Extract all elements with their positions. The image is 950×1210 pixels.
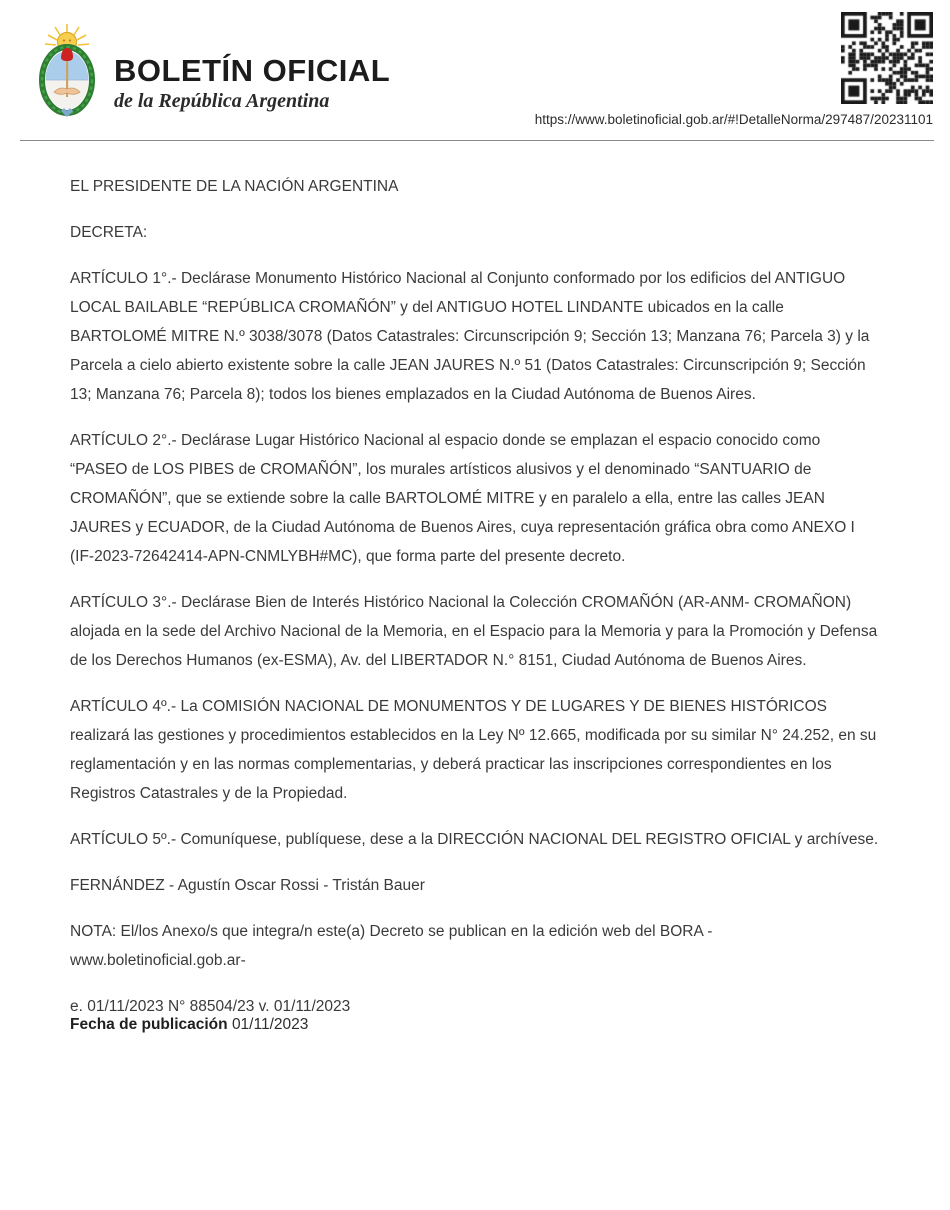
header-divider (20, 140, 934, 141)
publication-date-value: 01/11/2023 (231, 1016, 309, 1033)
qr-code-icon (841, 12, 933, 104)
decree-edition-line: e. 01/11/2023 N° 88504/23 v. 01/11/2023 (70, 998, 351, 1015)
decree-heading: EL PRESIDENTE DE LA NACIÓN ARGENTINA (70, 178, 399, 195)
decree-signatures: FERNÁNDEZ - Agustín Oscar Rossi - Tristán Bauer (70, 877, 425, 894)
decree-articulo-2: ARTÍCULO 2°.- Declárase Lugar Histórico Nacional al espacio donde se emplazan el espacio conocido como “PASEO de LOS PIBES de CROMAÑÓN”, los murales artísticos alusivos y el denominado “SANTUARIO de CROMAÑÓN”, que se extiende sobre la calle BARTOLOMÉ MITRE y en paralelo a ella, entre las calles JEAN JAURES y ECUADOR, de la Ciudad Autónoma de Buenos Aires, cuya representación gráfica obra como ANEXO I (IF-2023-72642414-APN-CNMLYBH#MC), que forma parte del presente decreto. (70, 432, 855, 565)
publication-date-label: Fecha de publicación (70, 1016, 232, 1033)
argentina-coat-of-arms-icon (30, 22, 104, 120)
brand-title: BOLETÍN OFICIAL (114, 53, 391, 89)
brand-subtitle: de la República Argentina (114, 89, 330, 112)
decree-decreta: DECRETA: (70, 224, 148, 241)
decree-articulo-3: ARTÍCULO 3°.- Declárase Bien de Interés Histórico Nacional la Colección CROMAÑÓN (AR-ANM- CROMAÑON) alojada en la sede del Archivo Nacional de la Memoria, en el Espacio para la Memoria y para la Promoción y Defensa de los Derechos Humanos (ex-ESMA), Av. del LIBERTADOR N.° 8151, Ciudad Autónoma de Buenos Aires. (70, 594, 878, 669)
norma-url-link[interactable]: https://www.boletinoficial.gob.ar/#!DetalleNorma/297487/20231101 (534, 112, 933, 127)
decree-articulo-5: ARTÍCULO 5º.- Comuníquese, publíquese, dese a la DIRECCIÓN NACIONAL DEL REGISTRO OFICIAL y archívese. (70, 831, 879, 848)
publication-date-row (70, 1016, 308, 1034)
brand-text (114, 29, 390, 113)
decree-articulo-1: ARTÍCULO 1°.- Declárase Monumento Histórico Nacional al Conjunto conformado por los edificios del ANTIGUO LOCAL BAILABLE “REPÚBLICA CROMAÑÓN” y del ANTIGUO HOTEL LINDANTE ubicados en la calle BARTOLOMÉ MITRE N.º 3038/3078 (Datos Catastrales: Circunscripción 9; Sección 13; Manzana 76; Parcela 3) y la Parcela a cielo abierto existente sobre la calle JEAN JAURES N.º 51 (Datos Catastrales: Circunscripción 9; Sección 13; Manzana 76; Parcela 8); todos los bienes emplazados en la Ciudad Autónoma de Buenos Aires. (70, 270, 870, 403)
brand-block (30, 22, 390, 120)
page-header (0, 0, 950, 142)
decree-text (70, 172, 882, 1038)
decree-nota: NOTA: El/los Anexo/s que integra/n este(a) Decreto se publican en la edición web del BORA -www.boletinoficial.gob.ar- (70, 923, 713, 969)
decree-articulo-4: ARTÍCULO 4º.- La COMISIÓN NACIONAL DE MONUMENTOS Y DE LUGARES Y DE BIENES HISTÓRICOS realizará las gestiones y procedimientos establecidos en la Ley Nº 12.665, modificada por su similar N° 24.252, en su reglamentación y en las normas complementarias, y deberá practicar las inscripciones correspondientes en los Registros Catastrales y de la Propiedad. (70, 698, 877, 802)
